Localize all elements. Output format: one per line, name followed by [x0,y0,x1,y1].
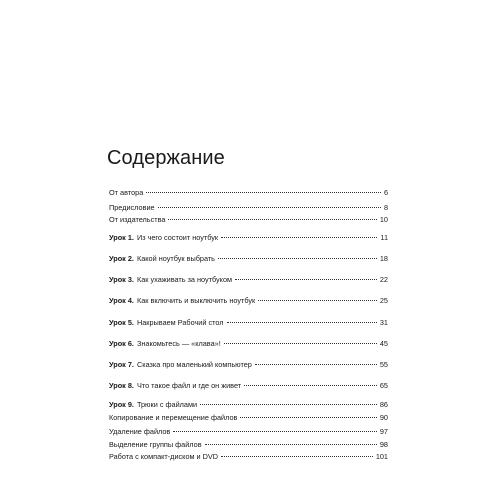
toc-entry-title: Выделение группы файлов [109,440,202,449]
toc-dot-leader [200,404,377,405]
toc-dot-leader [221,456,373,457]
toc-entry-title: Как включить и выключить ноутбук [136,296,256,305]
toc-dot-leader [227,322,377,323]
toc-entry-title: Что такое файл и где он живет [136,381,242,390]
toc-entry [109,359,388,370]
page-title: Содержание [107,147,225,169]
toc-dot-leader [224,343,377,344]
toc-entry-title: От автора [109,188,144,197]
toc-entry [109,214,388,225]
toc-entry [109,295,388,306]
toc-dot-leader [158,207,381,208]
toc-entry-lesson: Урок 8. [109,381,134,390]
toc-entry-lesson: Урок 4. [109,296,134,305]
toc-entry-page-number: 55 [379,360,388,369]
toc-entry-page-number: 10 [379,215,388,224]
toc-dot-leader [173,431,377,432]
toc-dot-leader [244,385,377,386]
toc-entry [109,439,388,450]
toc-entry-lesson: Урок 9. [109,400,134,409]
toc-dot-leader [221,237,377,238]
toc-entry-lesson: Урок 7. [109,360,134,369]
toc-entry-title: Работа с компакт-диском и DVD [109,452,219,461]
toc-entry-page-number: 22 [379,275,388,284]
toc-entry-page-number: 90 [379,413,388,422]
toc-entry [109,202,388,213]
toc-entry-page-number: 86 [379,400,388,409]
toc-dot-leader [235,279,377,280]
toc-entry-page-number: 25 [379,296,388,305]
toc-entry-title: Копирование и перемещение файлов [109,413,238,422]
toc-dot-leader [218,258,377,259]
toc-entry [109,274,388,285]
toc-entry [109,338,388,349]
toc-entry-lesson: Урок 6. [109,339,134,348]
toc-entry-lesson: Урок 3. [109,275,134,284]
toc-entry-page-number: 31 [379,318,388,327]
toc-entry-title: Как ухаживать за ноутбуком [136,275,233,284]
toc-entry-lesson: Урок 2. [109,254,134,263]
toc-entry-title: Удаление файлов [109,427,171,436]
toc-entry [109,412,388,423]
toc-entry [109,317,388,328]
toc-entry [109,426,388,437]
toc-dot-leader [146,192,381,193]
toc-entry-title: Трюки с файлами [136,400,198,409]
toc-entry [109,399,388,410]
toc-entry-page-number: 11 [380,233,388,242]
toc-entry-lesson: Урок 5. [109,318,134,327]
toc-entry [109,253,388,264]
toc-entry-page-number: 18 [379,254,388,263]
toc-dot-leader [168,219,376,220]
toc-entry-page-number: 65 [379,381,388,390]
toc-entry-page-number: 6 [383,188,388,197]
toc-entry-page-number: 8 [383,203,388,212]
toc-entry-title: Сказка про маленький компьютер [136,360,252,369]
toc-entry-title: Накрываем Рабочий стол [136,318,224,327]
toc-entry-title: Предисловие [109,203,155,212]
toc-entry-page-number: 97 [379,427,388,436]
toc-entry-page-number: 98 [379,440,388,449]
toc-entry-title: От издательства [109,215,166,224]
toc-entry-page-number: 45 [379,339,388,348]
toc-entry [109,451,388,462]
toc-entry-lesson: Урок 1. [109,233,134,242]
toc-entry-page-number: 101 [375,452,388,461]
toc-entry-title: Знакомьтесь — «клава»! [136,339,221,348]
toc-entry-title: Из чего состоит ноутбук [136,233,219,242]
toc-entry-title: Какой ноутбук выбрать [136,254,215,263]
toc-entry [109,380,388,391]
toc-dot-leader [255,364,377,365]
toc-entry [109,232,388,243]
toc-dot-leader [205,444,377,445]
toc-entry [109,187,388,198]
toc-dot-leader [240,417,376,418]
toc-dot-leader [258,300,377,301]
